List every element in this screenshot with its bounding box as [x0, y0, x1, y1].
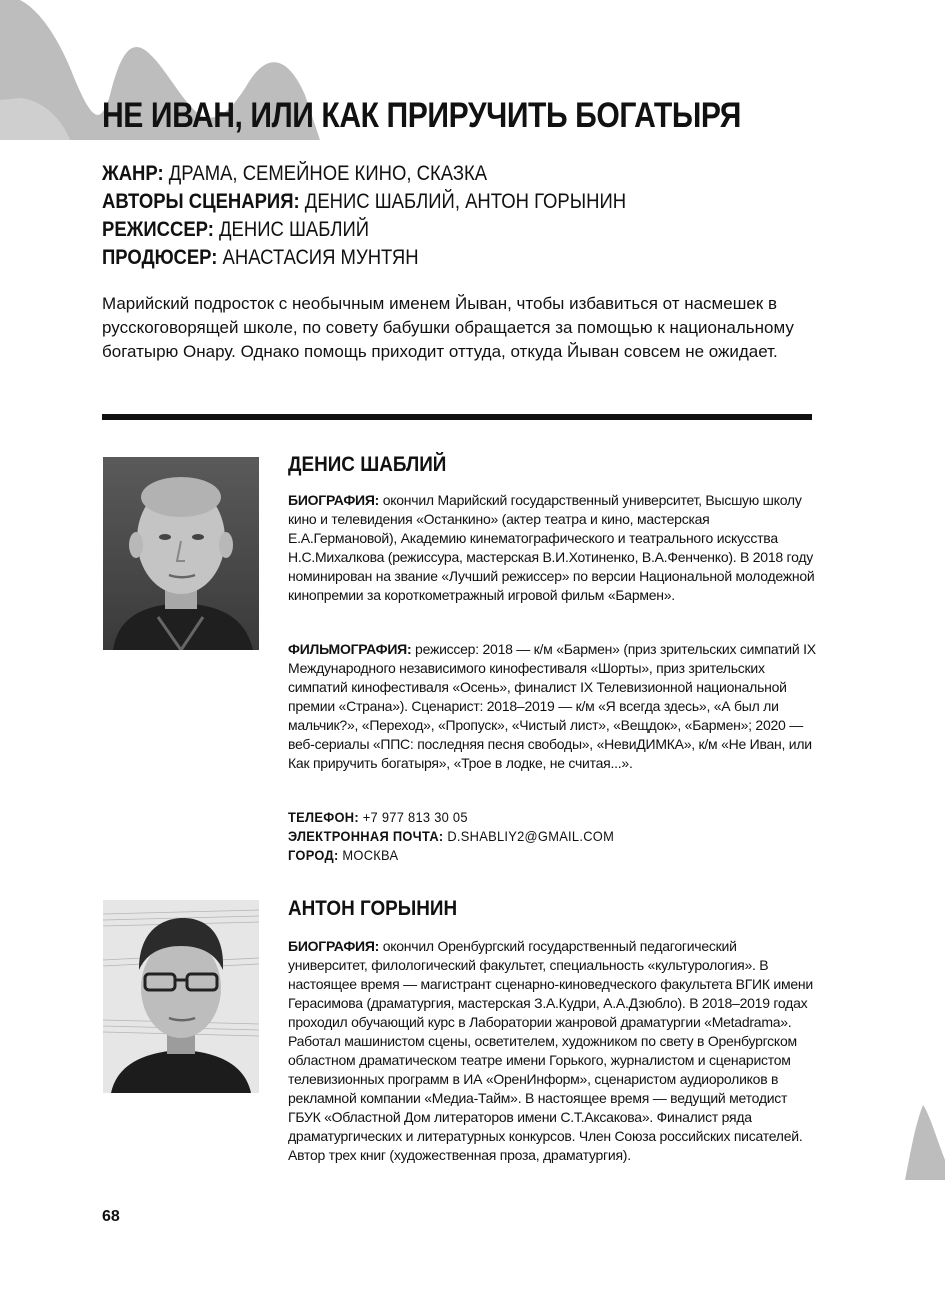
filmography: ФИЛЬМОГРАФИЯ: режиссер: 2018 — к/м «Бармен» (приз зрительских симпатий IX Международного независимого кинофестиваля «Шорты», приз зрительских симпатий кинофестиваля «Осень», финалист IX Телевизионной национальной премии «Страна»). Сценарист: 2018–2019 — к/м «Я всегда здесь», «А был ли мальчик?», «Переход», «Пропуск», «Чистый лист», «Вещдок», «Бармен»; 2020 — веб-сериалы «ППС: последняя песня свободы», «НевиДИМКА», к/м «Не Иван, или Как приручить богатыря», «Трое в лодке, не считая...».	[288, 641, 816, 771]
synopsis: Марийский подросток с необычным именем Йыван, чтобы избавиться от насмешек в русскоговорящей школе, по совету бабушки обращается за помощью к национальному богатырю Онару. Однако помощь приходит оттуда, откуда Йыван совсем не ожидает.	[102, 294, 794, 361]
biography: БИОГРАФИЯ: окончил Марийский государственный университет, Высшую школу кино и телевидения «Останкино» (актер театра и кино, мастерская Е.А.Германовой), Академию кинематографического и театрального искусства Н.С.Михалкова (режиссура, мастерская В.И.Хотиненко, В.А.Фенченко). В 2018 году номинирован на звание «Лучший режиссер» по версии Национальной молодежной кинопремии за короткометражный игровой фильм «Бармен».	[288, 492, 815, 603]
contact-email: ЭЛЕКТРОННАЯ ПОЧТА: D.SHABLIY2@GMAIL.COM	[288, 828, 615, 844]
contact-city: ГОРОД: МОСКВА	[288, 847, 399, 863]
contact-phone: ТЕЛЕФОН: +7 977 813 30 05	[288, 809, 468, 825]
person-name: ДЕНИС ШАБЛИЙ	[288, 453, 447, 476]
portrait-photo	[103, 900, 259, 1093]
credit-writers: АВТОРЫ СЦЕНАРИЯ: ДЕНИС ШАБЛИЙ, АНТОН ГОРЫНИН	[102, 190, 627, 213]
contact-info	[288, 808, 642, 865]
biography: БИОГРАФИЯ: окончил Оренбургский государственный педагогический университет, филологический факультет, специальность «культурология». В настоящее время — магистрант сценарно-киноведческого факультета ВГИК имени Герасимова (драматургия, мастерская З.А.Кудри, А.А.Дзюбло). В 2018–2019 годах проходил обучающий курс в Лаборатории жанровой драматургии «Metadrama». Работал машинистом сцены, осветителем, художником по свету в Оренбургском областном драматическом театре имени Горького, журналистом и сценаристом телевизионных программ в ИА «ОренИнформ», сценаристом аудиороликов в рекламной компании «Медиа-Тайм». В настоящее время — ведущий методист ГБУК «Областной Дом литераторов имени С.Т.Аксакова». Финалист ряда драматургических и литературных конкурсов. Член Союза российских писателей. Автор трех книг (художественная проза, драматургия).	[288, 938, 813, 1163]
page-title: НЕ ИВАН, ИЛИ КАК ПРИРУЧИТЬ БОГАТЫРЯ	[102, 96, 741, 135]
section-divider	[102, 414, 812, 420]
person-name: АНТОН ГОРЫНИН	[288, 897, 458, 920]
credit-producer: ПРОДЮСЕР: АНАСТАСИЯ МУНТЯН	[102, 246, 419, 269]
credit-genre: ЖАНР: ДРАМА, СЕМЕЙНОЕ КИНО, СКАЗКА	[102, 162, 488, 185]
page-number: 68	[102, 1208, 120, 1225]
wave-decoration-right	[905, 1100, 945, 1180]
credit-director: РЕЖИССЕР: ДЕНИС ШАБЛИЙ	[102, 218, 370, 241]
film-credits	[102, 160, 698, 272]
portrait-photo	[103, 457, 259, 650]
